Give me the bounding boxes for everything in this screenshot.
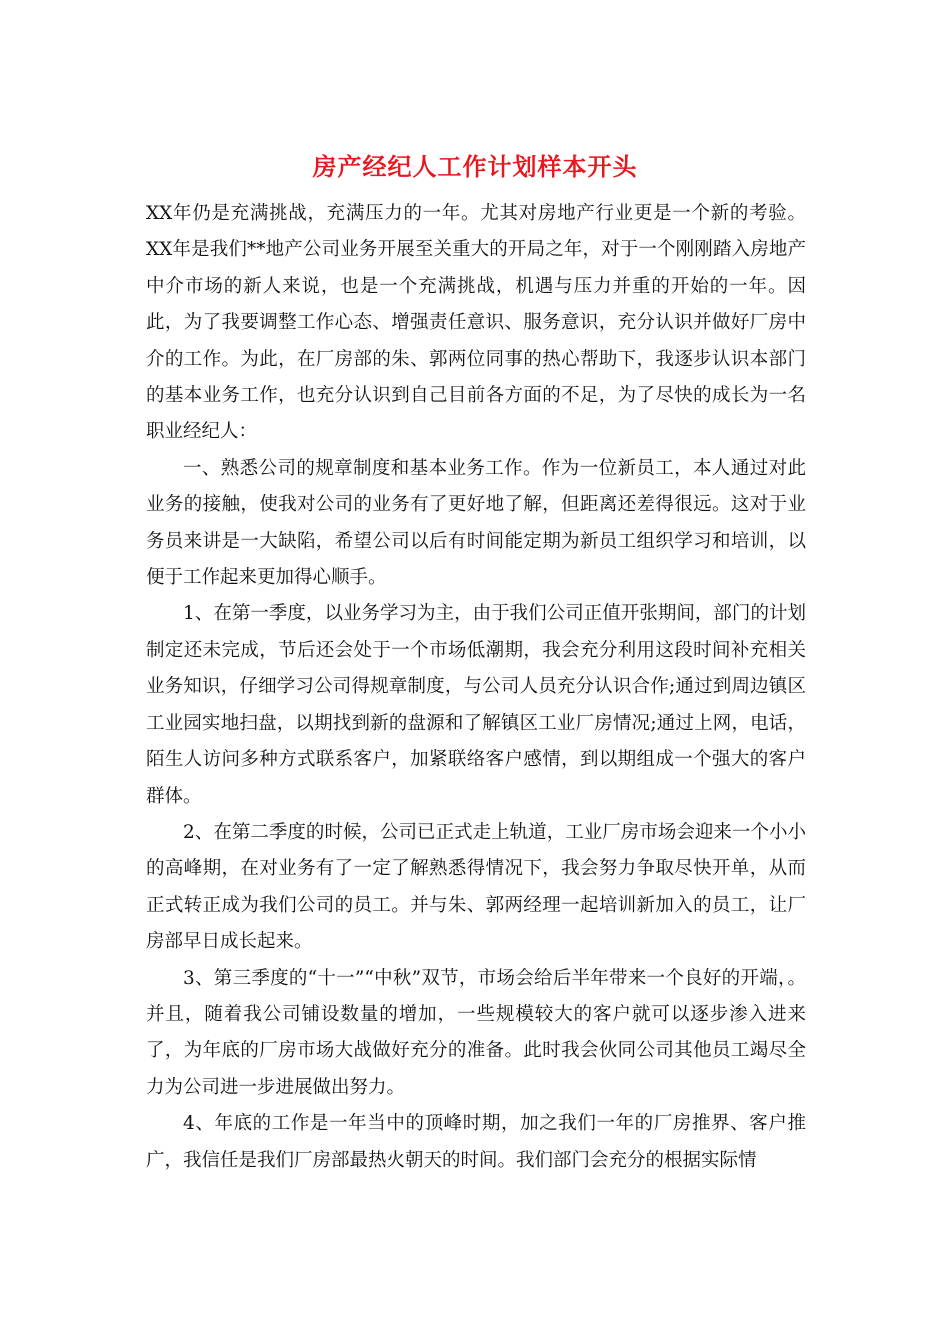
paragraph-quarter-three: 3、第三季度的“十一”“中秋”双节，市场会给后半年带来一个良好的开端，。并且，随着我公司铺设数量的增加，一些规模较大的客户就可以逐步渗入进来了，为年底的厂房市场大战做好充分的准备。此时我会伙同公司其他员工竭尽全力为公司进一步进展做出努力。 xyxy=(146,967,806,1098)
paragraph-quarter-one: 1、在第一季度，以业务学习为主，由于我们公司正值开张期间，部门的计划制定还未完成，节后还会处于一个市场低潮期，我会充分利用这段时间补充相关业务知识，仔细学习公司得规章制度，与公司人员充分认识合作;通过到周边镇区工业园实地扫盘，以期找到新的盘源和了解镇区工业厂房情况;通过上网，电话，陌生人访问多种方式联系客户，加紧联络客户感情，到以期组成一个强大的客户群体。 xyxy=(146,603,806,807)
document-body xyxy=(146,196,806,1179)
paragraph-year-end: 4、年底的工作是一年当中的顶峰时期，加之我们一年的厂房推界、客户推广，我信任是我们厂房部最热火朝天的时间。我们部门会充分的根据实际情 xyxy=(146,1113,806,1171)
document-title: 房产经纪人工作计划样本开头 xyxy=(312,152,638,181)
paragraph-quarter-two: 2、在第二季度的时候，公司已正式走上轨道，工业厂房市场会迎来一个小小的高峰期，在对业务有了一定了解熟悉得情况下，我会努力争取尽快开单，从而正式转正成为我们公司的员工。并与朱、郭两经理一起培训新加入的员工，让厂房部早日成长起来。 xyxy=(146,821,806,953)
paragraph-section-one: 一、熟悉公司的规章制度和基本业务工作。作为一位新员工，本人通过对此业务的接触，使我对公司的业务有了更好地了解，但距离还差得很远。这对于业务员来讲是一大缺陷，希望公司以后有时间能定期为新员工组织学习和培训，以便于工作起来更加得心顺手。 xyxy=(146,457,806,589)
paragraph-intro: XX年仍是充满挑战，充满压力的一年。尤其对房地产行业更是一个新的考验。XX年是我们**地产公司业务开展至关重大的开局之年，对于一个刚刚踏入房地产中介市场的新人来说，也是一个充满挑战，机遇与压力并重的开始的一年。因此，为了我要调整工作心态、增强责任意识、服务意识，充分认识并做好厂房中介的工作。为此，在厂房部的朱、郭两位同事的热心帮助下，我逐步认识本部门的基本业务工作，也充分认识到自己目前各方面的不足，为了尽快的成长为一名职业经纪人： xyxy=(146,203,806,443)
